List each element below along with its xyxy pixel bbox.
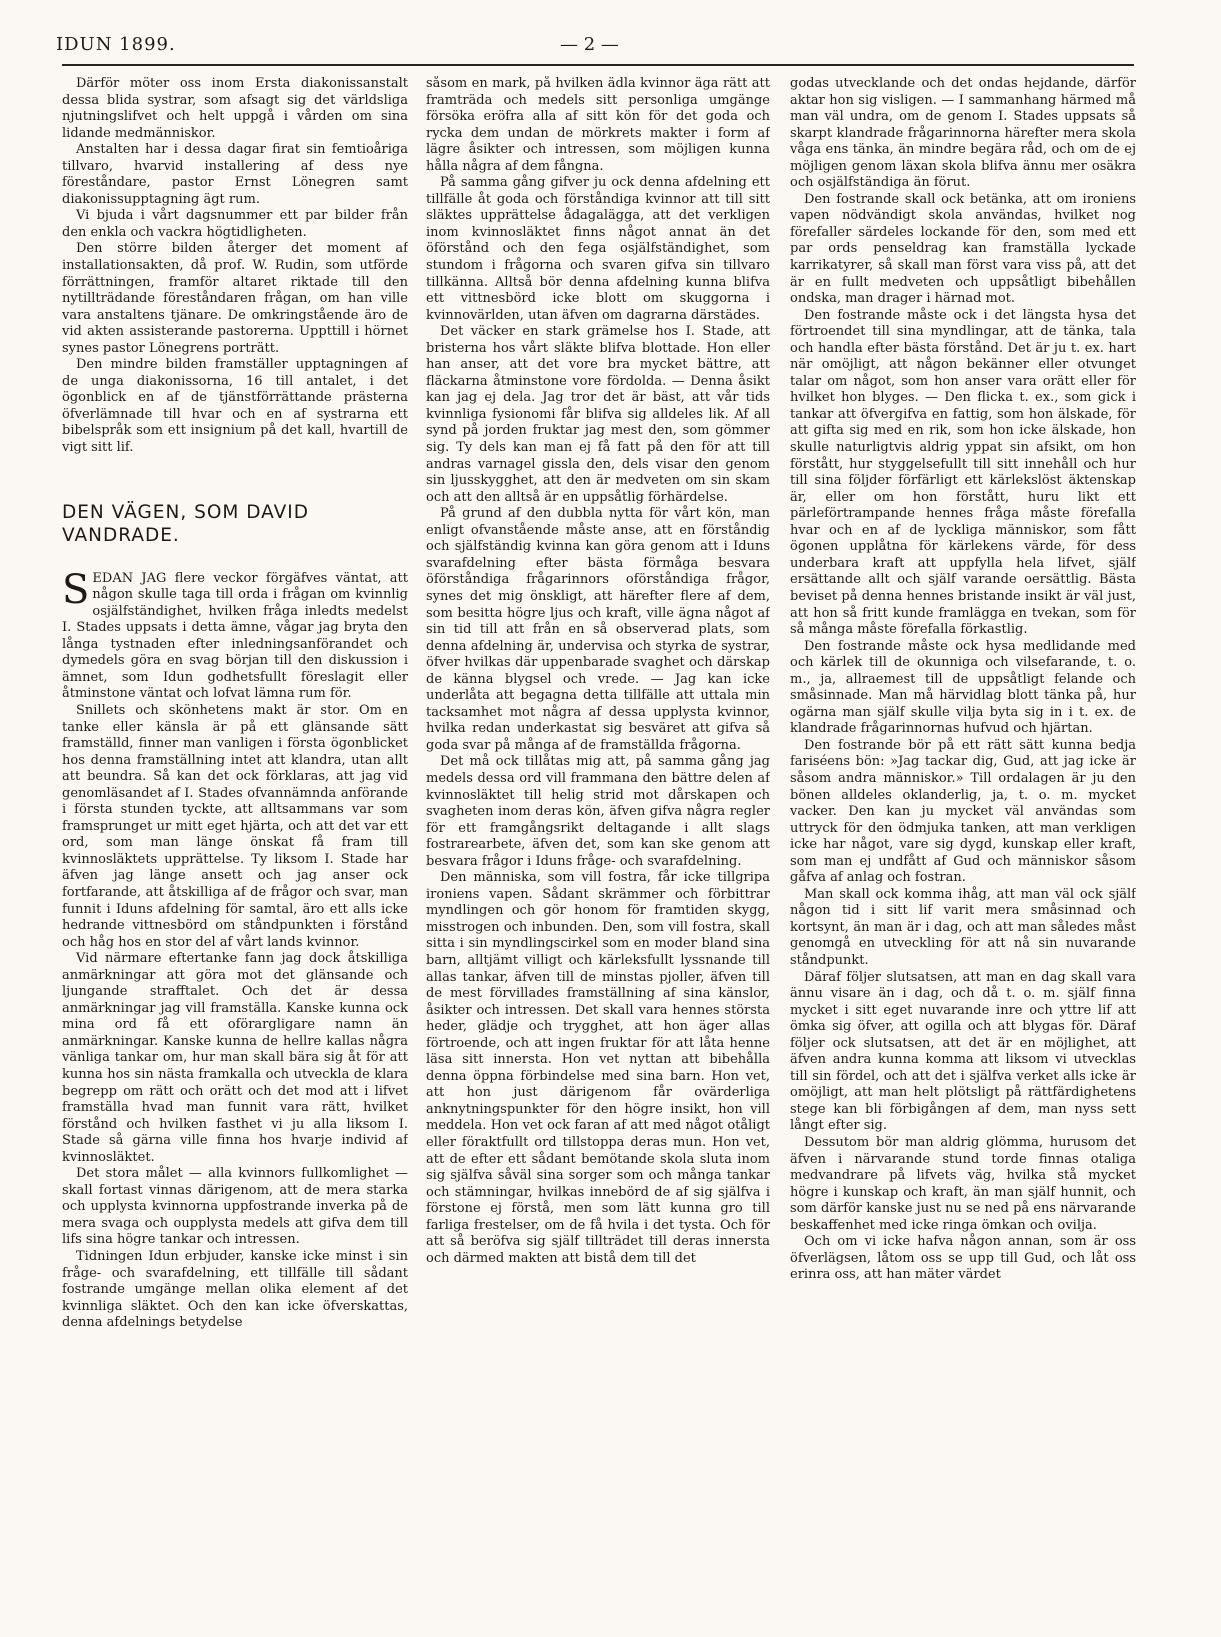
article-paragraph: På grund af den dubbla nytta för vårt kön, man enligt ofvanstående måste anse, att en förståndig och själfständig kvinna kan göra genom att i Iduns svarafdelning efter bästa förmåga besvara öförståndiga frågarinnors oförståndiga frågor, synes det mig önskligt, att härefter flere af dem, som besitta högre ljus och kraft, ville ägna något af sin tid till att från en så observerad plats, som denna afdelning är, undervisa och styrka de systrar, öfver hvilkas där uppenbarade svaghet och därskap de känna blygsel och vrede. — Jag kan icke underlåta att begagna detta tillfälle att uttala min tacksamhet mot några af dessa upplysta kvinnor, hvilka redan underkastat sig besväret att gifva så goda svar på många af de framställda frågorna.: [426, 506, 770, 753]
article-paragraph: Det stora målet — alla kvinnors fullkomlighet — skall fortast vinnas därigenom, att de mera starka och upplysta kvinnorna uppfostrande inverka på de mera svaga och oupplysta medels att gifva dem till lifs sina högre tankar och intressen.: [62, 1166, 408, 1248]
article-paragraph: Dessutom bör man aldrig glömma, hurusom det äfven i närvarande stund torde finnas otaliga medvandrare på lifvets väg, hvilka stå mycket högre i kunskap och kraft, än man själf hunnit, och som därför kanske just nu se ned på ens närvarande beskaffenhet med icke ringa ömkan och ovilja.: [790, 1135, 1136, 1233]
news-paragraph: Anstalten har i dessa dagar firat sin femtioåriga tillvaro, hvarvid installering af dess nye föreståndare, pastor Ernst Lönegren samt diakonissupptagning ägt rum.: [62, 142, 408, 207]
continued-paragraph: godas utvecklande och det ondas hejdande, därför aktar hon sig visligen. — I sammanhang härmed må man väl undra, om de genom I. Stades uppsats så skarpt klandrade frågarinnorna härefter mera skola våga ens tänka, än mindre begära råd, och om de ej möjligen genom läxan skola blifva ännu mer osäkra och osjälfständiga än förut.: [790, 76, 1136, 191]
column-3: [790, 76, 1136, 1621]
news-paragraph: Den större bilden återger det moment af installationsakten, då prof. W. Rudin, som utförde förrättningen, framför altaret riktade till den nytillträdande föreståndaren frågan, om han ville vara anstaltens tjänare. De omkringstående äro de vid akten assisterande pastorerna. Uppttill i hörnet synes pastor Lönegrens porträtt.: [62, 241, 408, 356]
article-paragraph: Den fostrande måste ock hysa medlidande med och kärlek till de okunniga och vilsefarande, t. o. m., ja, allraemest till de uppsåtligt felande och småsinnade. Man må härvidlag blott tänka på, hur ogärna man själf skulle vilja byta sig in i t. ex. de klandrade frågarinnornas hufvud och hjärtan.: [790, 638, 1136, 737]
column-1: [62, 76, 408, 1621]
article-paragraph: Den fostrande bör på ett rätt sätt kunna bedja fariséens bön: »Jag tackar dig, Gud, att jag icke är såsom andra människor.» Till ordalagen är ju den bönen alldeles oklanderlig, ja, t. o. m. mycket vacker. Den kan ju mycket väl användas som uttryck för den ödmjuka tanken, att man verkligen icke har något, vare sig dygd, kunskap eller kraft, som man ej undfått af Gud och människor såsom gåfva af anlag och fostran.: [790, 737, 1136, 886]
news-paragraph: Därför möter oss inom Ersta diakonissanstalt dessa blida systrar, som afsagt sig det världsliga njutningslifvet och helt uppgå i vården om sina lidande medmänniskor.: [62, 76, 408, 141]
news-paragraph: Vi bjuda i vårt dagsnummer ett par bilder från den enkla och vackra högtidligheten.: [62, 208, 408, 240]
article-paragraph: Det må ock tillåtas mig att, på samma gång jag medels dessa ord vill frammana den bättre delen af kvinnosläktet till helig strid mot dårskapen och svagheten inom deras kön, äfven gifva några regler för ett framgångsrikt deltagande i allt slags fostrarearbete, äfven det, som kan ske genom att besvara frågor i Iduns fråge- och svarafdelning.: [426, 754, 770, 869]
masthead-date: IDUN 1899.: [56, 34, 176, 55]
page-header: [0, 34, 1221, 58]
article-paragraph: Snillets och skönhetens makt är stor. Om en tanke eller känsla är på ett glänsande sätt framställd, finner man vanligen i första ögonblicket hos denna framställning intet att klandra, utan allt att beundra. Så kan det ock förklaras, att jag vid genomläsandet af I. Stades ofvannämnda anförande i första stunden tyckte, att alltsammans var som framsprunget ur mitt eget hjärta, och att det var ett ord, som man länge önskat få fram till kvinnosläktets upprättelse. Ty liksom I. Stade har äfven jag länge ansett och jag anser ock fortfarande, att åtskilliga af de frågor och svar, man funnit i Iduns afdelning för samtal, äro ett alls icke hedrande vittnesbörd om ståndpunkten i förstånd och håg hos en stor del af vårt lands kvinnor.: [62, 702, 408, 950]
article-paragraph: Vid närmare eftertanke fann jag dock åtskilliga anmärkningar att göra mot det glänsande och ljungande strafftalet. Och det är dessa anmärkningar jag vill framställa. Kanske kunna ock mina ord få ett oförargligare namn än anmärkningar. Kanske kunna de hellre kallas några vänliga tankar om, hur man skall bära sig åt för att kunna hos sin nästa framkalla och utveckla de klara begrepp om rätt och orätt och det mod att i lifvet framställa hvad man funnit vara rätt, hvilket förstånd och hvilken fasthet vi ju alla liksom I. Stade så gärna ville finna hos hvarje individ af kvinnosläktet.: [62, 951, 408, 1165]
drop-cap: S: [62, 566, 90, 613]
article-paragraph: Den fostrande måste ock i det längsta hysa det förtroendet till sina myndlingar, att de tänka, tala och handla efter bästa förstånd. Det är ju t. ex. hart när omöjligt, att någon bekänner eller otvunget talar om något, som hon anser vara orätt eller för hvilket hon blyges. — Den flicka t. ex., som gick i tankar att öfvergifva en fattig, som hon älskade, för att gifta sig med en rik, som hon icke älskade, hon skulle naturligtvis aldrig yppat sin afsikt, om hon förstått, hur styggelsefullt till sitt innehåll och hur till sina följder förfärligt ett kärlekslöst äktenskap är, eller om hon förstått, huru likt ett pärleförtrampande hennes fråga måste förefalla hvar och en af de lyckliga människor, som fått ögonen upplåtna för kärlekens värde, för dess underbara kraft att uppfylla hela lifvet, själf ersättande allt och själf varande oersättlig. Bästa beviset på denna hennes bristande insikt är väl just, att hon så fritt kunde framlägga en tvekan, som för så många måste förefalla förkastlig.: [790, 307, 1136, 638]
article-paragraph: Däraf följer slutsatsen, att man en dag skall vara ännu visare än i dag, och då t. o. m. själf finna mycket i sitt eget nuvarande inre och yttre lif att ömka sig öfver, att ogilla och att blygas för. Däraf följer ock slutsatsen, att det är en möjlighet, att äfven andra kunna komma att liksom vi utvecklas till sin fördel, och att det i själfva verket alls icke är omöjligt, att man helt plötsligt på rättfärdighetens stege kan bli förbigången af dem, man nyss sett långt efter sig.: [790, 969, 1136, 1134]
article-first-paragraph: [62, 566, 408, 703]
article-paragraph: Den fostrande skall ock betänka, att om ironiens vapen nödvändigt skola användas, hvilket nog förefaller särdeles lockande för den, som med ett par ords penseldrag kan framställa lyckade karrikatyrer, så skall man först vara viss på, att det är en fullt medveten och uppsåtligt bibehållen ondska, man drager i härnad mot.: [790, 191, 1136, 307]
continued-paragraph: såsom en mark, på hvilken ädla kvinnor äga rätt att framträda och medels sitt personliga umgänge försöka eröfra alla af sitt kön för det goda och rycka dem undan de mörkrets makter i form af lägre åsikter och intressen, som möjligen kunna hålla några af dem fångna.: [426, 76, 770, 174]
page-number: — 2 —: [560, 34, 619, 55]
news-paragraph: Den mindre bilden framställer upptagningen af de unga diakonissorna, 16 till antalet, i det ögonblick en af de tjänstförrättande prästerna öfverlämnade till hvar och en af systrarna ett bibelspråk som ett insignium på det kall, hvartill de vigt sitt lif.: [62, 357, 408, 456]
article-paragraph: Tidningen Idun erbjuder, kanske icke minst i sin fråge- och svarafdelning, ett tillfälle till sådant fostrande umgänge mellan olika element af det kvinnliga släktet. Och den kan icke öfverskattas, denna afdelnings betydelse: [62, 1249, 408, 1331]
article-paragraph: På samma gång gifver ju ock denna afdelning ett tillfälle åt goda och förståndiga kvinnor att till sitt släktes upprättelse ådagalägga, att det verkligen inom kvinnosläktet finns något annat än det öförstånd och den fega osjälfständighet, som stundom i frågorna och svaren gifva sin tillvaro tillkänna. Alltså bör denna afdelning kunna blifva ett vittnesbörd icke blott om skuggorna i kvinnovärlden, utan äfven om dagrarna därstädes.: [426, 175, 770, 323]
article-heading: DEN VÄGEN, SOM DAVID VANDRADE.: [62, 501, 309, 546]
article-first-text: EDAN JAG flere veckor förgäfves väntat, att någon skulle taga till orda i frågan om kvinnlig osjälfständighet, hvilken fråga inledts medelst I. Stades uppsats i detta ämne, vågar jag bryta den långa tystnaden efter inledningsanförandet och dymedels göra en svag början till den diskussion i ämnet, som Idun godhetsfullt föreslagit eller åtminstone väntat och lofvat lämna rum för.: [62, 570, 408, 702]
column-2: [426, 76, 770, 1621]
article-paragraph: Den människa, som vill fostra, får icke tillgripa ironiens vapen. Sådant skrämmer och förbittrar myndlingen och gör honom för framtiden skygg, misstrogen och inbunden. Den, som vill fostra, skall sitta i sin myndlingscirkel som en moder bland sina barn, alltjämt villigt och kärleksfullt lyssnande till allas tankar, äfven till de minstas pjoller, äfven till de mest förvillades framställning af sina känslor, åsikter och intressen. Det skall vara hennes största heder, glädje och trygghet, att hon äger allas förtroende, och att ingen fruktar för att låta henne läsa sitt innersta. Hon vet nyttan att bibehålla denna öppna förbindelse med sina barn. Hon vet, att hon just därigenom får ovärderliga anknytningspunkter för den högre insikt, hon vill meddela. Hon vet ock faran af att med något otåligt eller föraktfullt ord tillstoppa deras mun. Hon vet, att de efter ett sådant bemötande skola sluta inom sig själfva såväl sina sorger som och många tankar och stämningar, hvilkas innebörd de af sig själfva i förstone ej förstå, men som lätt kunna gro till farliga frestelser, om de få hvila i det tysta. Och för att så beröfva sig själf tillträdet till deras innersta och därmed makten att bistå dem till det: [426, 870, 770, 1266]
article-paragraph: Och om vi icke hafva någon annan, som är oss öfverlägsen, låtom oss se upp till Gud, och låt oss erinra oss, att han mäter värdet: [790, 1234, 1136, 1283]
article-paragraph: Det väcker en stark grämelse hos I. Stade, att bristerna hos vårt släkte blifva blottade. Hon eller han anser, att det vore bra mycket bättre, att fläckarna åtminstone vore fördolda. — Denna åsikt kan jag ej dela. Jag tror det är bäst, att vår tids kvinnliga fysionomi får blifva sig alldeles lik. Af all synd på jorden fruktar jag mest den, som gömmer sig. Ty dels kan man ej få fatt på den för att till andras varnagel gissla den, dels visar den genom sin ljusskygghet, att den är medveten om sin skam och att den alltså är en uppsåtlig förhärdelse.: [426, 324, 770, 505]
article-paragraph: Man skall ock komma ihåg, att man väl ock själf någon tid i sitt lif varit mera småsinnad och kortsynt, än man är i dag, och att man således måst genomgå en utveckling för att nå sin nuvarande ståndpunkt.: [790, 886, 1136, 968]
header-rule: [62, 64, 1134, 66]
